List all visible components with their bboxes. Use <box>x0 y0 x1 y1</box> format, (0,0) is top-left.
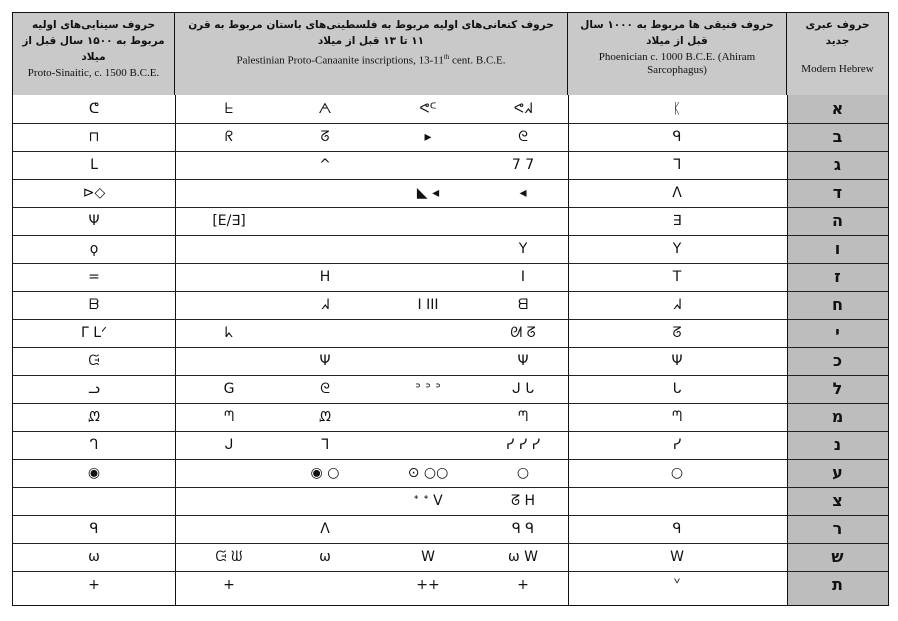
canaanite-glyph <box>303 125 347 149</box>
canaanite-glyph <box>303 405 347 429</box>
canaanite-glyph <box>303 97 347 121</box>
canaanite-glyph <box>207 293 251 317</box>
sinaitic-glyph-text: ᒥ ᒪᐟ <box>81 325 107 341</box>
sinaitic-glyph-text: ⊳◇ <box>82 185 106 201</box>
canaanite-glyph <box>303 209 347 233</box>
sinaitic-glyph <box>72 181 116 205</box>
sinaitic-glyph-text: ᓗ <box>88 381 100 397</box>
phoenician-glyph <box>655 97 699 121</box>
canaanite-glyph <box>501 461 545 485</box>
canaanite-glyph <box>406 545 450 569</box>
canaanite-glyph <box>207 433 251 457</box>
canaanite-glyph-text: ᒣ <box>320 437 330 453</box>
header-phoenician-en: Phoenician c. 1000 B.C.E. (Ahiram Sarcophagus) <box>598 51 756 76</box>
hebrew-letter: ג <box>833 155 842 174</box>
canaanite-glyph <box>501 125 545 149</box>
canaanite-glyph-text: G <box>223 381 235 397</box>
canaanite-glyph <box>207 405 251 429</box>
sinaitic-glyph <box>72 153 116 177</box>
sinaitic-glyph <box>72 545 116 569</box>
sinaitic-glyph-text: ᙍ <box>88 353 100 369</box>
hebrew-letter: כ <box>832 351 843 370</box>
sinaitic-glyph <box>72 125 116 149</box>
header-phoenician-fa: حروف فنیقی ها مربوط به ۱۰۰۰ سال قبل از میلاد <box>580 19 774 47</box>
canaanite-glyph <box>501 209 545 233</box>
canaanite-glyph <box>303 321 347 345</box>
canaanite-glyph <box>501 349 545 373</box>
canaanite-glyph-text: ᒍ <box>224 437 234 453</box>
canaanite-glyph <box>501 321 545 345</box>
canaanite-glyph <box>406 125 450 149</box>
canaanite-glyph-text: ᙍ ᙎ <box>215 549 243 565</box>
row-divider <box>13 291 888 292</box>
hebrew-letter: ר <box>832 519 843 538</box>
hebrew-letter: ל <box>832 379 843 398</box>
row-divider <box>13 235 888 236</box>
canaanite-glyph <box>207 461 251 485</box>
canaanite-glyph <box>501 405 545 429</box>
canaanite-glyph <box>207 97 251 121</box>
row-divider <box>13 151 888 152</box>
canaanite-glyph <box>501 181 545 205</box>
phoenician-glyph-text: ᓯ <box>672 437 682 453</box>
phoenician-glyph-text: ᐱ <box>672 185 682 201</box>
canaanite-glyph <box>406 405 450 429</box>
row-divider <box>13 179 888 180</box>
phoenician-glyph <box>655 265 699 289</box>
phoenician-glyph <box>655 377 699 401</box>
canaanite-glyph-text: ᘻ <box>319 409 331 425</box>
header-proto-sinaitic-fa: حروف سینایی‌های اولیه مربوط به ۱۵۰۰ سال قبل از میلاد <box>22 19 165 63</box>
canaanite-glyph-text: ᘔ <box>320 129 330 145</box>
canaanite-glyph <box>406 97 450 121</box>
row-divider <box>13 487 888 488</box>
canaanite-glyph <box>303 489 347 513</box>
canaanite-glyph-text: + <box>223 577 235 593</box>
canaanite-glyph <box>303 153 347 177</box>
canaanite-glyph <box>303 545 347 569</box>
phoenician-glyph-text: ᘉ <box>671 409 683 425</box>
row-divider <box>13 459 888 460</box>
header-proto-canaanite-en-main: Palestinian Proto-Canaanite inscriptions, 13-11 <box>236 54 444 67</box>
canaanite-glyph-text: ᘓ <box>320 381 330 397</box>
canaanite-glyph <box>406 181 450 205</box>
canaanite-glyph <box>406 321 450 345</box>
canaanite-glyph-text: ᗺ <box>517 297 529 313</box>
canaanite-glyph-text: ᘉ <box>517 409 529 425</box>
canaanite-glyph-text: ᖾ <box>224 325 234 341</box>
canaanite-glyph-text: ᖇ <box>224 129 234 145</box>
row-divider <box>13 375 888 376</box>
canaanite-glyph-text: ᘛ ᘔ <box>510 325 536 341</box>
sinaitic-glyph <box>72 489 116 513</box>
sinaitic-glyph <box>72 349 116 373</box>
canaanite-glyph-text: ω <box>319 549 331 565</box>
sinaitic-glyph <box>72 405 116 429</box>
sinaitic-glyph-text: Ψ <box>88 213 100 229</box>
canaanite-glyph <box>303 433 347 457</box>
sinaitic-glyph <box>72 517 116 541</box>
sinaitic-glyph-text: + <box>88 577 100 593</box>
phoenician-glyph <box>655 517 699 541</box>
canaanite-glyph <box>303 573 347 597</box>
hebrew-letter: נ <box>833 435 842 454</box>
sinaitic-glyph-text: ᒪ <box>90 157 98 173</box>
column-divider <box>568 95 569 605</box>
canaanite-glyph <box>207 209 251 233</box>
phoenician-glyph <box>655 293 699 317</box>
canaanite-glyph <box>501 293 545 317</box>
canaanite-glyph <box>207 125 251 149</box>
phoenician-glyph-text: ᒐ <box>672 381 682 397</box>
canaanite-glyph <box>303 293 347 317</box>
canaanite-glyph <box>207 265 251 289</box>
sinaitic-glyph-text: ᑫ <box>89 521 99 537</box>
canaanite-glyph-text: I III <box>417 297 439 313</box>
phoenician-glyph-text: ᛕ <box>672 101 682 117</box>
header-proto-canaanite-fa: حروف کنعانی‌های اولیه مربوط به فلسطینی‌های باستان مربوط به قرن ۱۱ تا ۱۳ قبل از میلاد <box>188 19 554 47</box>
canaanite-glyph <box>207 489 251 513</box>
canaanite-glyph-text: H <box>319 269 331 285</box>
canaanite-glyph <box>501 573 545 597</box>
canaanite-glyph-text: [E/∃] <box>212 213 246 229</box>
row-divider <box>13 347 888 348</box>
row-divider <box>13 207 888 208</box>
phoenician-glyph-text: ᑫ <box>672 129 682 145</box>
canaanite-glyph-text: ᓯ ᓯ ᓯ <box>505 437 541 453</box>
row-divider <box>13 319 888 320</box>
sinaitic-glyph <box>72 573 116 597</box>
canaanite-glyph <box>406 265 450 289</box>
sinaitic-glyph-text: ᘻ <box>88 409 100 425</box>
hebrew-letter: צ <box>832 491 843 510</box>
phoenician-glyph-text: ᘔ <box>672 325 682 341</box>
phoenician-glyph <box>655 573 699 597</box>
header-proto-canaanite <box>175 13 568 95</box>
canaanite-glyph <box>207 321 251 345</box>
canaanite-glyph <box>501 237 545 261</box>
phoenician-glyph <box>655 545 699 569</box>
canaanite-glyph <box>406 377 450 401</box>
phoenician-glyph <box>655 181 699 205</box>
canaanite-glyph-text: ᘔ ᕼ <box>510 493 536 509</box>
hebrew-letter: ח <box>832 295 843 314</box>
hebrew-letter: ז <box>834 267 841 286</box>
hebrew-letter: ת <box>832 575 843 594</box>
canaanite-glyph-text: Ψ <box>517 353 529 369</box>
sinaitic-glyph-text: ϙ <box>89 241 99 257</box>
hebrew-letter: ה <box>832 211 843 230</box>
sinaitic-glyph <box>72 433 116 457</box>
phoenician-glyph <box>655 237 699 261</box>
hebrew-letter: י <box>835 323 840 342</box>
canaanite-glyph <box>207 153 251 177</box>
header-proto-sinaitic-en: Proto-Sinaitic, c. 1500 B.C.E. <box>27 67 160 79</box>
phoenician-glyph <box>655 461 699 485</box>
header-hebrew <box>787 13 888 95</box>
sinaitic-glyph <box>72 293 116 317</box>
canaanite-glyph <box>406 293 450 317</box>
canaanite-glyph-text: ◉ ○ <box>310 465 340 481</box>
canaanite-glyph-text: 7 7 <box>511 157 535 173</box>
header-hebrew-fa: حروف عبری جدید <box>805 19 870 47</box>
canaanite-glyph <box>501 377 545 401</box>
phoenician-glyph <box>655 405 699 429</box>
canaanite-glyph <box>303 265 347 289</box>
canaanite-glyph <box>207 545 251 569</box>
canaanite-glyph-text: ᖽ <box>320 297 330 313</box>
canaanite-glyph <box>207 573 251 597</box>
row-divider <box>13 431 888 432</box>
sinaitic-glyph <box>72 265 116 289</box>
sinaitic-glyph-text: = <box>88 269 100 285</box>
sinaitic-glyph <box>72 209 116 233</box>
canaanite-glyph-text: ᘉ <box>223 409 235 425</box>
canaanite-glyph <box>501 517 545 541</box>
canaanite-glyph-text: ᖶ <box>224 101 234 117</box>
canaanite-glyph <box>406 153 450 177</box>
phoenician-glyph <box>655 433 699 457</box>
hebrew-letter: א <box>831 99 844 118</box>
canaanite-glyph <box>207 181 251 205</box>
canaanite-glyph <box>406 489 450 513</box>
sinaitic-glyph <box>72 97 116 121</box>
canaanite-glyph-text: ᕙᒼ <box>419 101 437 117</box>
canaanite-glyph-text: ▸ <box>424 129 432 145</box>
phoenician-glyph-text: ᘁ <box>673 577 681 593</box>
phoenician-glyph <box>655 153 699 177</box>
sinaitic-glyph-text: ᗷ <box>88 297 100 313</box>
sinaitic-glyph-text: ᕦ <box>88 101 100 117</box>
canaanite-glyph-text: I <box>520 269 526 285</box>
canaanite-glyph <box>406 349 450 373</box>
canaanite-glyph <box>501 489 545 513</box>
canaanite-glyph <box>501 545 545 569</box>
row-divider <box>13 543 888 544</box>
hebrew-letter: ד <box>832 183 843 202</box>
hebrew-letter: ב <box>832 127 843 146</box>
canaanite-glyph-text: ᐣ ᐣ ᐣ <box>415 381 441 397</box>
phoenician-glyph-text: Y <box>672 241 682 257</box>
header-hebrew-en: Modern Hebrew <box>801 63 874 75</box>
canaanite-glyph <box>501 97 545 121</box>
hebrew-letter: מ <box>831 407 844 426</box>
canaanite-glyph-text: Ψ <box>319 353 331 369</box>
canaanite-glyph <box>303 377 347 401</box>
row-divider <box>13 515 888 516</box>
canaanite-glyph-text: ++ <box>416 577 440 593</box>
phoenician-glyph <box>655 321 699 345</box>
hebrew-letter: ש <box>831 547 844 566</box>
header-proto-canaanite-en-sup: th <box>443 53 450 61</box>
canaanite-glyph-text: ○ <box>516 465 530 481</box>
alphabet-comparison-table <box>12 12 889 606</box>
canaanite-glyph-text: Y <box>518 241 528 257</box>
sinaitic-glyph-text: ⊓ <box>88 129 100 145</box>
phoenician-glyph-text: W <box>670 549 684 565</box>
sinaitic-glyph <box>72 461 116 485</box>
canaanite-glyph <box>303 517 347 541</box>
canaanite-glyph <box>207 237 251 261</box>
canaanite-glyph-text: ᘓ <box>518 129 528 145</box>
sinaitic-glyph <box>72 237 116 261</box>
canaanite-glyph-text: ᐩ ᐩ ᐯ <box>413 493 443 509</box>
canaanite-glyph <box>207 349 251 373</box>
phoenician-glyph-text: ᑫ <box>672 521 682 537</box>
canaanite-glyph <box>207 377 251 401</box>
canaanite-glyph-text: ᐱ <box>320 521 330 537</box>
canaanite-glyph-text: ◂ <box>519 185 527 201</box>
sinaitic-glyph <box>72 377 116 401</box>
sinaitic-glyph-text: ω <box>88 549 100 565</box>
canaanite-glyph-text: ^ <box>319 157 331 173</box>
canaanite-glyph-text: ᒍ ᒐ <box>511 381 535 397</box>
phoenician-glyph-text: ∃ <box>672 213 682 229</box>
canaanite-glyph-text: ⊙ ○○ <box>407 465 449 481</box>
canaanite-glyph <box>303 349 347 373</box>
header-proto-sinaitic <box>13 13 175 95</box>
hebrew-letter: ו <box>834 239 841 258</box>
canaanite-glyph <box>501 265 545 289</box>
canaanite-glyph <box>207 517 251 541</box>
hebrew-letter: ע <box>832 463 843 482</box>
row-divider <box>13 571 888 572</box>
canaanite-glyph-text: ω W <box>507 549 539 565</box>
canaanite-glyph <box>406 209 450 233</box>
sinaitic-glyph-text: ◉ <box>87 465 101 481</box>
column-divider <box>175 95 176 605</box>
sinaitic-glyph <box>72 321 116 345</box>
canaanite-glyph-text: + <box>517 577 529 593</box>
canaanite-glyph <box>406 573 450 597</box>
canaanite-glyph-text: W <box>421 549 435 565</box>
phoenician-glyph-text: ᒣ <box>672 157 682 173</box>
canaanite-glyph-text: ◣ ◂ <box>416 185 440 201</box>
canaanite-glyph <box>501 153 545 177</box>
phoenician-glyph-text: ○ <box>670 465 684 481</box>
sinaitic-glyph-text: ᒉ <box>89 437 99 453</box>
canaanite-glyph-text: ᕙᖽ <box>513 101 533 117</box>
canaanite-glyph <box>406 433 450 457</box>
phoenician-glyph <box>655 125 699 149</box>
phoenician-glyph-text: T <box>672 269 682 285</box>
canaanite-glyph <box>303 237 347 261</box>
phoenician-glyph <box>655 489 699 513</box>
phoenician-glyph <box>655 209 699 233</box>
phoenician-glyph-text: Ψ <box>671 353 683 369</box>
row-divider <box>13 403 888 404</box>
header-proto-canaanite-en <box>175 49 567 68</box>
canaanite-glyph <box>303 461 347 485</box>
header-proto-canaanite-en-tail: cent. B.C.E. <box>449 54 506 67</box>
canaanite-glyph <box>501 433 545 457</box>
canaanite-glyph <box>406 237 450 261</box>
canaanite-glyph <box>406 517 450 541</box>
row-divider <box>13 263 888 264</box>
phoenician-glyph-text: ᖽ <box>672 297 682 313</box>
canaanite-glyph <box>303 181 347 205</box>
phoenician-glyph <box>655 349 699 373</box>
row-divider <box>13 123 888 124</box>
canaanite-glyph-text: ᑫ ᑫ <box>511 521 535 537</box>
header-phoenician <box>568 13 787 95</box>
canaanite-glyph <box>406 461 450 485</box>
canaanite-glyph-text: ᗅ <box>318 101 332 117</box>
